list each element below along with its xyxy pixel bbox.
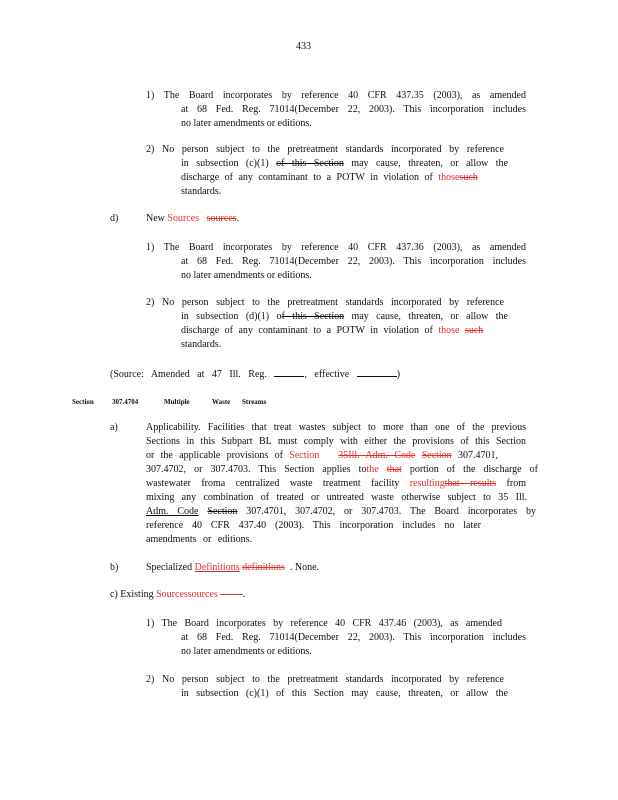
text: discharge of any contaminant to a POTW in violation of	[181, 172, 439, 183]
para-line	[146, 478, 526, 490]
text: in subsection (c)(1)	[181, 158, 277, 169]
item-line: 2) No person subject to the pretreatment standards incorporated by reference	[146, 144, 504, 155]
subsection-heading	[146, 213, 239, 225]
item-line: 1) The Board incorporates by reference 40 CFR 437.46 (2003), as amended	[146, 618, 502, 629]
text: 307.4702, or 307.4703. This Section applies to	[146, 464, 367, 475]
para-line: amendments or editions.	[146, 534, 253, 545]
item-line	[181, 325, 483, 337]
text: discharge of any contaminant to a POTW in violation of	[181, 325, 439, 336]
para-line	[146, 450, 498, 462]
para-line: reference 40 CFR 437.40 (2003). This incorporation includes no later	[146, 520, 481, 531]
text: .	[242, 589, 246, 600]
section-title: Multiple	[164, 398, 190, 406]
inserted-text: those	[438, 325, 460, 336]
deleted-text: such	[459, 172, 478, 183]
para-line	[146, 506, 536, 518]
text: , effective	[304, 369, 350, 380]
para-line: mixing any combination of treated or untreated waste otherwise subject to 35 Ill.	[146, 492, 527, 503]
deleted-text: of this Section	[276, 158, 344, 169]
item-line: 1) The Board incorporates by reference 40 CFR 437.35 (2003), as amended	[146, 90, 526, 101]
item-line	[181, 158, 508, 170]
inserted-text: Sources	[167, 213, 200, 224]
section-title: Streams	[242, 398, 267, 406]
item-line: at 68 Fed. Reg. 71014(December 22, 2003). This incorporation includes	[181, 632, 526, 643]
deleted-space	[220, 589, 243, 600]
deleted-text: that	[386, 464, 402, 475]
blank-line	[274, 367, 304, 377]
text: New	[146, 213, 168, 224]
item-line: at 68 Fed. Reg. 71014(December 22, 2003). This incorporation includes	[181, 256, 526, 267]
inserted-text: Section	[289, 450, 320, 461]
deleted-text: that results	[444, 478, 497, 489]
item-line	[181, 311, 508, 323]
subsection-heading	[146, 562, 319, 574]
inserted-text: the	[366, 464, 379, 475]
item-line: no later amendments or editions.	[181, 118, 312, 129]
text: a centralized waste treatment facility	[220, 478, 410, 489]
para-line: Applicability. Facilities that treat wastes subject to more than one of the previous	[146, 422, 526, 433]
text: or the applicable provisions of	[146, 450, 290, 461]
text: Specialized	[146, 562, 195, 573]
text: in subsection (d)(1) o	[181, 311, 282, 322]
inserted-text: Definitions	[194, 562, 240, 573]
text: (Source: Amended at 47 Ill. Reg.	[110, 369, 267, 380]
section-number: 307.4704	[112, 398, 139, 406]
item-line: standards.	[181, 186, 222, 197]
text: may cause, threaten, or allow the	[344, 311, 508, 322]
text: c) Existing	[110, 589, 157, 600]
subsection-heading	[110, 589, 245, 601]
underlined-text: Adm. Code	[146, 506, 199, 517]
para-line: Sections in this Subpart BL must comply with either the provisions of this Section	[146, 436, 526, 447]
text: )	[396, 369, 401, 380]
text: 307.4701,	[451, 450, 499, 461]
deleted-text: Section	[207, 506, 238, 517]
text: . None.	[289, 562, 320, 573]
inserted-text: those	[438, 172, 460, 183]
deleted-text: 35Ill. Adm. Code	[338, 450, 416, 461]
text: may cause, threaten, or allow the	[343, 158, 508, 169]
item-line: at 68 Fed. Reg. 71014(December 22, 2003). This incorporation includes	[181, 104, 526, 115]
item-line: no later amendments or editions.	[181, 270, 312, 281]
deleted-text: sources	[187, 589, 218, 600]
deleted-text: f this Section	[281, 311, 345, 322]
blank-line	[357, 367, 397, 377]
subsection-label: a)	[110, 422, 118, 433]
para-line	[146, 464, 538, 476]
deleted-text: such	[464, 325, 484, 336]
inserted-text: Sources	[156, 589, 188, 600]
text: .	[236, 213, 240, 224]
item-line: standards.	[181, 339, 222, 350]
item-line: 1) The Board incorporates by reference 40 CFR 437.36 (2003), as amended	[146, 242, 526, 253]
section-title: Waste	[212, 398, 231, 406]
page-number: 433	[296, 41, 311, 52]
item-line: 2) No person subject to the pretreatment standards incorporated by reference	[146, 297, 504, 308]
item-line: no later amendments or editions.	[181, 646, 312, 657]
source-note	[110, 367, 400, 381]
item-line	[181, 172, 478, 184]
item-line: 2) No person subject to the pretreatment standards incorporated by reference	[146, 674, 504, 685]
subsection-label: d)	[110, 213, 119, 224]
item-line: in subsection (c)(1) of this Section may cause, threaten, or allow the	[181, 688, 508, 699]
text: portion of the discharge of	[401, 464, 538, 475]
text: wastewater from	[146, 478, 221, 489]
deleted-text: sources	[206, 213, 237, 224]
subsection-label: b)	[110, 562, 119, 573]
deleted-text: definitions	[242, 562, 285, 573]
inserted-text: resulting	[409, 478, 445, 489]
text: from	[496, 478, 526, 489]
text: 307.4701, 307.4702, or 307.4703. The Board incorporates by	[237, 506, 537, 517]
deleted-text: Section	[421, 450, 452, 461]
section-word: Section	[72, 398, 94, 406]
